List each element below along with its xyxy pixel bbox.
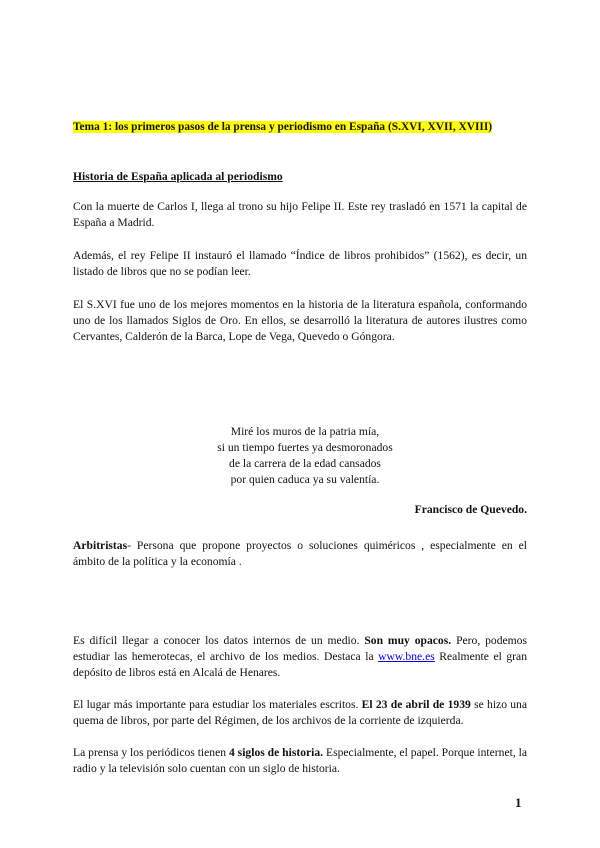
definition-text: - Persona que propone proyectos o soluciones quiméricos , especialmente en el ámbito de la política y la economía . xyxy=(73,539,527,568)
text-segment: Pero, podemos estudiar las hemerotecas, el archivo de los medios. Destaca la xyxy=(73,634,527,663)
bold-text: 4 siglos de historia. xyxy=(228,746,324,759)
paragraph-hemerotecas xyxy=(73,633,527,681)
paragraph-felipe-ii: Con la muerte de Carlos I, llega al trono su hijo Felipe II. Este rey trasladó en 1571 la capital de España a Madrid. xyxy=(73,200,527,229)
text-segment: La prensa y los periódicos tienen xyxy=(73,746,229,759)
text-segment: Realmente el gran depósito de libros está en Alcalá de Henares. xyxy=(73,650,527,679)
poem-line: por quien caduca ya su valentía. xyxy=(230,473,380,486)
document-title xyxy=(73,119,527,135)
text-segment: El lugar más importante para estudiar los materiales escritos. xyxy=(73,698,362,711)
poem-line: Miré los muros de la patria mía, xyxy=(230,425,380,438)
term-arbitristas: Arbitristas xyxy=(73,539,128,552)
paragraph-siglo-de-oro: El S.XVI fue uno de los mejores momentos en la historia de la literatura española, conformando uno de los llamados Siglos de Oro. En ellos, se desarrolló la literatura de autores ilustres como Cervantes, Calderón de la Barca, Lope de Vega, Quevedo o Góngora. xyxy=(73,298,527,343)
bold-text: Son muy opacos. xyxy=(364,634,452,647)
poem-quote xyxy=(73,424,527,488)
paragraph-arbitristas xyxy=(73,538,527,570)
text-segment: Especialmente, el papel. Porque internet, la radio y la televisión solo cuentan con un siglo de historia. xyxy=(73,746,528,775)
section-heading: Historia de España aplicada al periodismo xyxy=(73,170,283,183)
paragraph-siglos-historia xyxy=(73,745,527,777)
paragraph-quema-libros xyxy=(73,697,527,729)
poem-line: si un tiempo fuertes ya desmoronados xyxy=(217,441,393,454)
paragraph-indice-libros: Además, el rey Felipe II instauró el llamado “Índice de libros prohibidos” (1562), es decir, un listado de libros que no se podían leer. xyxy=(73,249,527,278)
poem-author: Francisco de Quevedo. xyxy=(414,503,527,516)
poem-line: de la carrera de la edad cansados xyxy=(229,457,381,470)
document-title-text: Tema 1: los primeros pasos de la prensa y periodismo en España (S.XVI, XVII, XVIII) xyxy=(73,121,493,133)
page-number: 1 xyxy=(515,795,522,810)
bold-date: El 23 de abril de 1939 xyxy=(361,698,471,711)
text-segment: Es difícil llegar a conocer los datos internos de un medio. xyxy=(73,634,365,647)
bne-link[interactable]: www.bne.es xyxy=(378,650,435,663)
text-segment: se hizo una quema de libros, por parte del Régimen, de los archivos de la corriente de izquierda. xyxy=(73,698,528,727)
